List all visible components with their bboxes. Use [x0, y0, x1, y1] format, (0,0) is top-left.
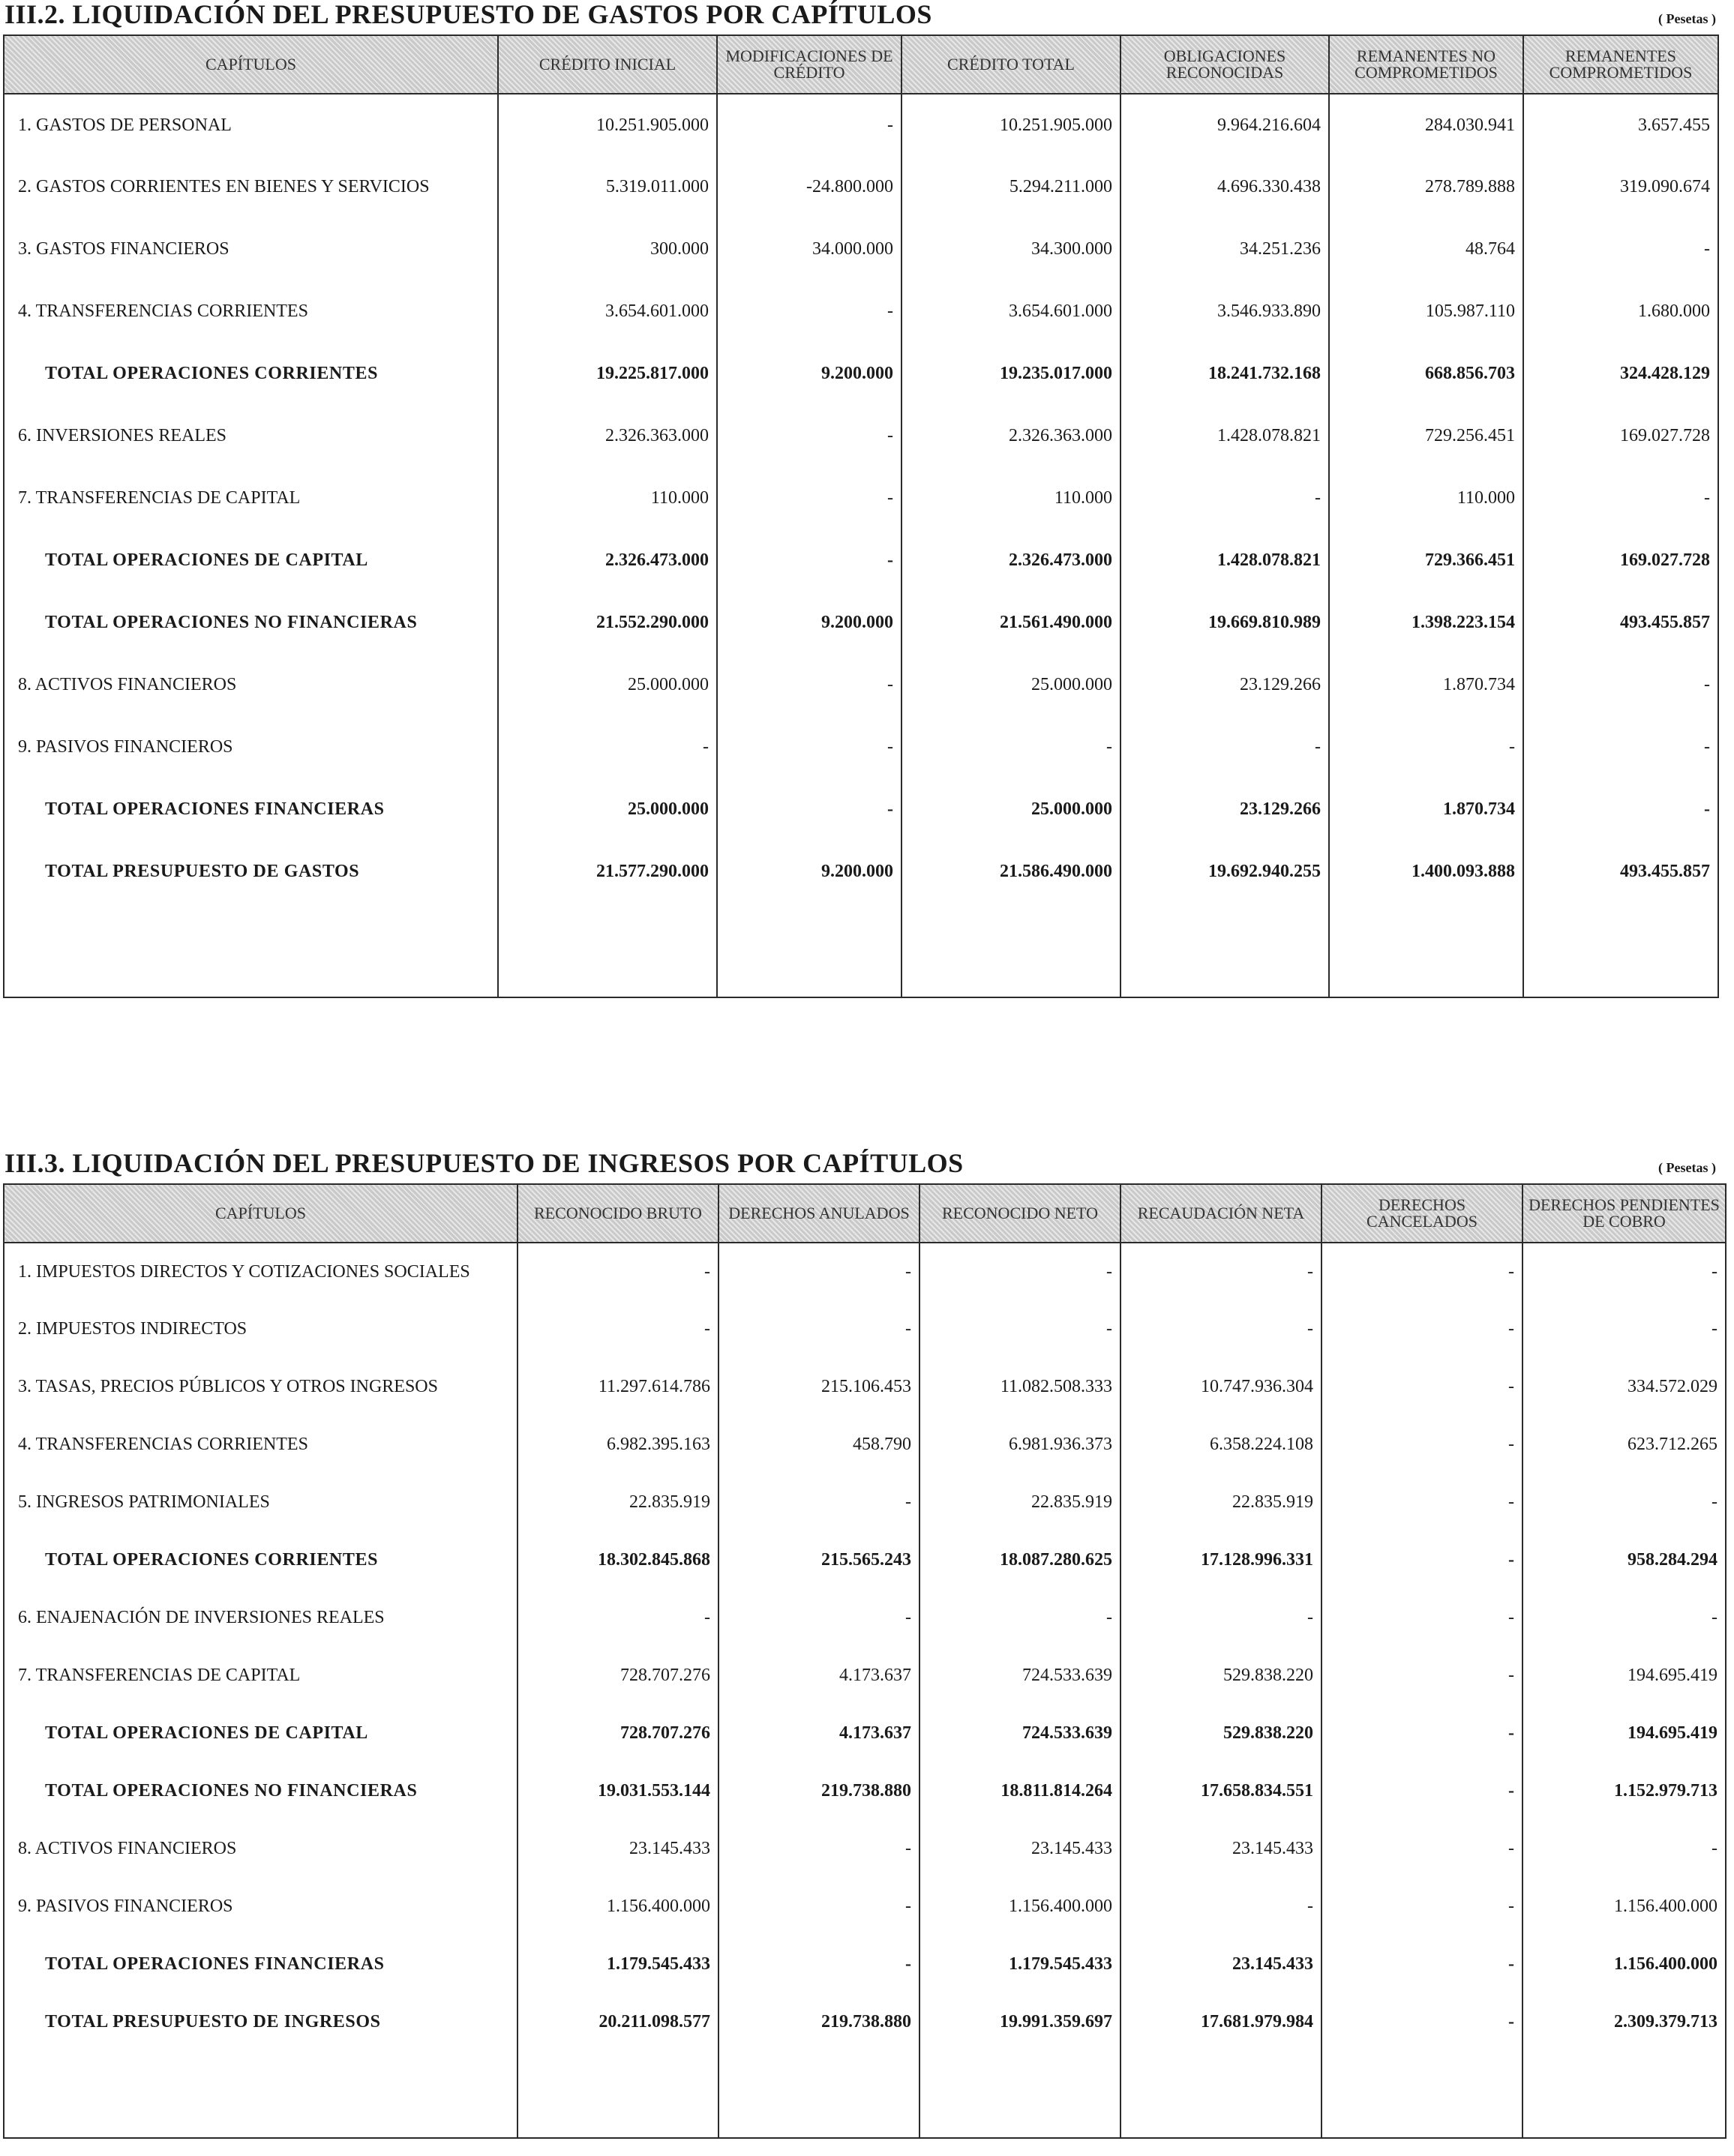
ingresos-chapter-row: [4, 1358, 1726, 1416]
ingresos-value-cell: 215.565.243: [718, 1531, 920, 1589]
gastos-value-cell: 110.000: [498, 467, 717, 529]
ingresos-value-cell: -: [1322, 1993, 1522, 2051]
gastos-filler-row: [4, 903, 1718, 997]
ingresos-value-cell: -: [1322, 1705, 1522, 1762]
ingresos-header-cell: DERECHOS ANULADOS: [718, 1184, 920, 1243]
gastos-value-cell: 1.400.093.888: [1329, 841, 1523, 903]
ingresos-value-cell: 1.156.400.000: [1522, 1878, 1726, 1936]
gastos-empty-cell: [717, 903, 902, 997]
gastos-value-cell: 48.764: [1329, 218, 1523, 280]
gastos-value-cell: 3.654.601.000: [498, 280, 717, 343]
ingresos-row-label: 1. IMPUESTOS DIRECTOS Y COTIZACIONES SOCIALES: [4, 1243, 518, 1300]
ingresos-value-cell: 19.031.553.144: [518, 1762, 718, 1820]
ingresos-value-cell: 458.790: [718, 1416, 920, 1474]
gastos-row-label: 8. ACTIVOS FINANCIEROS: [4, 654, 498, 716]
ingresos-value-cell: 11.297.614.786: [518, 1358, 718, 1416]
ingresos-value-cell: -: [1120, 1878, 1322, 1936]
ingresos-value-cell: 23.145.433: [518, 1820, 718, 1878]
ingresos-value-cell: -: [1322, 1416, 1522, 1474]
gastos-value-cell: 1.870.734: [1329, 778, 1523, 841]
ingresos-value-cell: -: [920, 1243, 1120, 1300]
ingresos-value-cell: 4.173.637: [718, 1647, 920, 1705]
gastos-empty-cell: [498, 903, 717, 997]
gastos-empty-cell: [1120, 903, 1329, 997]
ingresos-empty-cell: [718, 2051, 920, 2138]
gastos-value-cell: 21.577.290.000: [498, 841, 717, 903]
gastos-value-cell: 300.000: [498, 218, 717, 280]
ingresos-value-cell: -: [718, 1878, 920, 1936]
gastos-header-cell: MODIFICACIONES DE CRÉDITO: [717, 35, 902, 94]
gastos-row-label: 1. GASTOS DE PERSONAL: [4, 94, 498, 156]
ingresos-value-cell: 22.835.919: [1120, 1474, 1322, 1531]
ingresos-row-label: 3. TASAS, PRECIOS PÚBLICOS Y OTROS INGRESOS: [4, 1358, 518, 1416]
ingresos-value-cell: -: [1120, 1243, 1322, 1300]
ingresos-value-cell: 194.695.419: [1522, 1647, 1726, 1705]
ingresos-value-cell: 4.173.637: [718, 1705, 920, 1762]
ingresos-chapter-row: [4, 1416, 1726, 1474]
ingresos-value-cell: -: [1322, 1474, 1522, 1531]
ingresos-value-cell: 20.211.098.577: [518, 1993, 718, 2051]
gastos-value-cell: 10.251.905.000: [902, 94, 1120, 156]
gastos-value-cell: 729.366.451: [1329, 529, 1523, 592]
gastos-row-label: TOTAL OPERACIONES CORRIENTES: [4, 343, 498, 405]
gastos-value-cell: 34.000.000: [717, 218, 902, 280]
ingresos-value-cell: -: [920, 1589, 1120, 1647]
ingresos-row-label: 5. INGRESOS PATRIMONIALES: [4, 1474, 518, 1531]
ingresos-chapter-row: [4, 1589, 1726, 1647]
ingresos-table: [3, 1183, 1726, 2139]
ingresos-value-cell: 23.145.433: [1120, 1936, 1322, 1993]
gastos-value-cell: 324.428.129: [1523, 343, 1718, 405]
ingresos-row-label: TOTAL OPERACIONES FINANCIERAS: [4, 1936, 518, 1993]
ingresos-row-label: 6. ENAJENACIÓN DE INVERSIONES REALES: [4, 1589, 518, 1647]
ingresos-value-cell: 6.981.936.373: [920, 1416, 1120, 1474]
gastos-value-cell: -24.800.000: [717, 156, 902, 218]
ingresos-row-label: TOTAL OPERACIONES NO FINANCIERAS: [4, 1762, 518, 1820]
ingresos-value-cell: 219.738.880: [718, 1762, 920, 1820]
ingresos-chapter-row: [4, 1474, 1726, 1531]
gastos-table: [3, 34, 1719, 998]
gastos-value-cell: 1.398.223.154: [1329, 592, 1523, 654]
gastos-value-cell: 2.326.363.000: [902, 405, 1120, 467]
gastos-value-cell: 3.546.933.890: [1120, 280, 1329, 343]
gastos-total-row: [4, 343, 1718, 405]
ingresos-value-cell: 958.284.294: [1522, 1531, 1726, 1589]
ingresos-value-cell: -: [1522, 1589, 1726, 1647]
gastos-value-cell: 9.200.000: [717, 841, 902, 903]
gastos-chapter-row: [4, 280, 1718, 343]
ingresos-value-cell: 22.835.919: [920, 1474, 1120, 1531]
ingresos-value-cell: 2.309.379.713: [1522, 1993, 1726, 2051]
ingresos-value-cell: -: [1322, 1300, 1522, 1358]
ingresos-value-cell: -: [1322, 1358, 1522, 1416]
gastos-value-cell: 19.692.940.255: [1120, 841, 1329, 903]
gastos-value-cell: 284.030.941: [1329, 94, 1523, 156]
gastos-value-cell: 1.428.078.821: [1120, 529, 1329, 592]
gastos-value-cell: -: [1523, 467, 1718, 529]
gastos-value-cell: -: [717, 94, 902, 156]
ingresos-value-cell: 17.128.996.331: [1120, 1531, 1322, 1589]
ingresos-total-row: [4, 1705, 1726, 1762]
gastos-chapter-row: [4, 156, 1718, 218]
ingresos-row-label: TOTAL OPERACIONES CORRIENTES: [4, 1531, 518, 1589]
gastos-value-cell: -: [902, 716, 1120, 778]
gastos-header-cell: CRÉDITO INICIAL: [498, 35, 717, 94]
ingresos-value-cell: -: [1322, 1589, 1522, 1647]
gastos-value-cell: 493.455.857: [1523, 592, 1718, 654]
ingresos-value-cell: 18.811.814.264: [920, 1762, 1120, 1820]
ingresos-header-cell: RECONOCIDO BRUTO: [518, 1184, 718, 1243]
gastos-row-label: 3. GASTOS FINANCIEROS: [4, 218, 498, 280]
ingresos-value-cell: 1.152.979.713: [1522, 1762, 1726, 1820]
gastos-value-cell: -: [1523, 778, 1718, 841]
gastos-empty-cell: [4, 903, 498, 997]
gastos-value-cell: -: [717, 654, 902, 716]
gastos-empty-cell: [902, 903, 1120, 997]
gastos-total-row: [4, 529, 1718, 592]
ingresos-row-label: 9. PASIVOS FINANCIEROS: [4, 1878, 518, 1936]
gastos-row-label: 6. INVERSIONES REALES: [4, 405, 498, 467]
gastos-value-cell: -: [1120, 716, 1329, 778]
gastos-chapter-row: [4, 654, 1718, 716]
gastos-value-cell: 2.326.473.000: [902, 529, 1120, 592]
gastos-unit-label: ( Pesetas ): [1658, 11, 1716, 26]
ingresos-value-cell: -: [1522, 1820, 1726, 1878]
ingresos-header-cell: DERECHOS PENDIENTES DE COBRO: [1522, 1184, 1726, 1243]
ingresos-chapter-row: [4, 1878, 1726, 1936]
ingresos-chapter-row: [4, 1243, 1726, 1300]
ingresos-value-cell: 23.145.433: [1120, 1820, 1322, 1878]
gastos-value-cell: 19.225.817.000: [498, 343, 717, 405]
ingresos-value-cell: 1.156.400.000: [1522, 1936, 1726, 1993]
gastos-value-cell: 21.561.490.000: [902, 592, 1120, 654]
ingresos-empty-cell: [920, 2051, 1120, 2138]
ingresos-value-cell: -: [1322, 1647, 1522, 1705]
ingresos-value-cell: -: [718, 1300, 920, 1358]
ingresos-value-cell: -: [1522, 1474, 1726, 1531]
ingresos-value-cell: -: [718, 1820, 920, 1878]
gastos-row-label: TOTAL OPERACIONES DE CAPITAL: [4, 529, 498, 592]
ingresos-value-cell: -: [718, 1243, 920, 1300]
gastos-row-label: 7. TRANSFERENCIAS DE CAPITAL: [4, 467, 498, 529]
gastos-value-cell: -: [1120, 467, 1329, 529]
ingresos-value-cell: 17.681.979.984: [1120, 1993, 1322, 2051]
ingresos-value-cell: 22.835.919: [518, 1474, 718, 1531]
gastos-value-cell: 2.326.363.000: [498, 405, 717, 467]
ingresos-value-cell: 529.838.220: [1120, 1647, 1322, 1705]
gastos-value-cell: 169.027.728: [1523, 529, 1718, 592]
gastos-value-cell: 25.000.000: [498, 778, 717, 841]
gastos-total-row: [4, 592, 1718, 654]
gastos-value-cell: 1.428.078.821: [1120, 405, 1329, 467]
gastos-value-cell: -: [717, 405, 902, 467]
gastos-empty-cell: [1523, 903, 1718, 997]
gastos-total-row: [4, 841, 1718, 903]
ingresos-value-cell: 17.658.834.551: [1120, 1762, 1322, 1820]
gastos-empty-cell: [1329, 903, 1523, 997]
gastos-row-label: TOTAL PRESUPUESTO DE GASTOS: [4, 841, 498, 903]
ingresos-empty-cell: [518, 2051, 718, 2138]
ingresos-value-cell: 334.572.029: [1522, 1358, 1726, 1416]
gastos-value-cell: 169.027.728: [1523, 405, 1718, 467]
gastos-value-cell: 34.251.236: [1120, 218, 1329, 280]
gastos-chapter-row: [4, 405, 1718, 467]
gastos-value-cell: 9.964.216.604: [1120, 94, 1329, 156]
gastos-header-cell: REMANENTES COMPROMETIDOS: [1523, 35, 1718, 94]
ingresos-total-row: [4, 1993, 1726, 2051]
gastos-value-cell: 2.326.473.000: [498, 529, 717, 592]
gastos-value-cell: 19.669.810.989: [1120, 592, 1329, 654]
ingresos-value-cell: -: [1322, 1878, 1522, 1936]
gastos-value-cell: 34.300.000: [902, 218, 1120, 280]
ingresos-row-label: 7. TRANSFERENCIAS DE CAPITAL: [4, 1647, 518, 1705]
gastos-value-cell: 9.200.000: [717, 592, 902, 654]
ingresos-chapter-row: [4, 1300, 1726, 1358]
gastos-value-cell: 110.000: [1329, 467, 1523, 529]
ingresos-section: [0, 1148, 1734, 2032]
ingresos-value-cell: 6.982.395.163: [518, 1416, 718, 1474]
gastos-chapter-row: [4, 467, 1718, 529]
gastos-header-cell: OBLIGACIONES RECONOCIDAS: [1120, 35, 1329, 94]
gastos-value-cell: 10.251.905.000: [498, 94, 717, 156]
gastos-row-label: 9. PASIVOS FINANCIEROS: [4, 716, 498, 778]
ingresos-header-cell: CAPÍTULOS: [4, 1184, 518, 1243]
ingresos-section-header: [0, 1149, 1734, 1179]
gastos-value-cell: -: [1523, 716, 1718, 778]
ingresos-row-label: TOTAL PRESUPUESTO DE INGRESOS: [4, 1993, 518, 2051]
ingresos-value-cell: 18.087.280.625: [920, 1531, 1120, 1589]
ingresos-value-cell: -: [718, 1589, 920, 1647]
gastos-header-row: [4, 35, 1718, 94]
ingresos-total-row: [4, 1531, 1726, 1589]
gastos-value-cell: -: [717, 467, 902, 529]
ingresos-value-cell: 1.156.400.000: [920, 1878, 1120, 1936]
gastos-value-cell: -: [717, 280, 902, 343]
ingresos-value-cell: 194.695.419: [1522, 1705, 1726, 1762]
gastos-value-cell: 319.090.674: [1523, 156, 1718, 218]
gastos-value-cell: 729.256.451: [1329, 405, 1523, 467]
ingresos-total-row: [4, 1936, 1726, 1993]
ingresos-empty-cell: [1522, 2051, 1726, 2138]
ingresos-filler-row: [4, 2051, 1726, 2138]
ingresos-value-cell: 11.082.508.333: [920, 1358, 1120, 1416]
ingresos-value-cell: -: [1322, 1762, 1522, 1820]
gastos-value-cell: 105.987.110: [1329, 280, 1523, 343]
ingresos-value-cell: 724.533.639: [920, 1647, 1120, 1705]
ingresos-value-cell: 219.738.880: [718, 1993, 920, 2051]
gastos-chapter-row: [4, 218, 1718, 280]
gastos-header-cell: CAPÍTULOS: [4, 35, 498, 94]
ingresos-value-cell: 728.707.276: [518, 1647, 718, 1705]
gastos-value-cell: -: [1523, 218, 1718, 280]
gastos-value-cell: 21.552.290.000: [498, 592, 717, 654]
gastos-value-cell: 25.000.000: [902, 654, 1120, 716]
gastos-value-cell: 25.000.000: [498, 654, 717, 716]
gastos-section: [0, 0, 1734, 881]
gastos-value-cell: -: [1523, 654, 1718, 716]
gastos-row-label: 2. GASTOS CORRIENTES EN BIENES Y SERVICIOS: [4, 156, 498, 218]
gastos-title: III.2. LIQUIDACIÓN DEL PRESUPUESTO DE GASTOS POR CAPÍTULOS: [4, 0, 932, 29]
ingresos-value-cell: 10.747.936.304: [1120, 1358, 1322, 1416]
gastos-section-header: [0, 0, 1734, 30]
ingresos-value-cell: 529.838.220: [1120, 1705, 1322, 1762]
gastos-value-cell: 3.657.455: [1523, 94, 1718, 156]
ingresos-value-cell: 1.179.545.433: [920, 1936, 1120, 1993]
ingresos-value-cell: 19.991.359.697: [920, 1993, 1120, 2051]
gastos-value-cell: 5.319.011.000: [498, 156, 717, 218]
gastos-value-cell: -: [1329, 716, 1523, 778]
ingresos-value-cell: 18.302.845.868: [518, 1531, 718, 1589]
ingresos-value-cell: -: [718, 1474, 920, 1531]
gastos-value-cell: 18.241.732.168: [1120, 343, 1329, 405]
ingresos-total-row: [4, 1762, 1726, 1820]
ingresos-value-cell: -: [920, 1300, 1120, 1358]
ingresos-value-cell: -: [1120, 1589, 1322, 1647]
ingresos-value-cell: -: [518, 1589, 718, 1647]
ingresos-value-cell: 728.707.276: [518, 1705, 718, 1762]
ingresos-unit-label: ( Pesetas ): [1658, 1160, 1716, 1175]
gastos-row-label: TOTAL OPERACIONES NO FINANCIERAS: [4, 592, 498, 654]
gastos-row-label: 4. TRANSFERENCIAS CORRIENTES: [4, 280, 498, 343]
ingresos-row-label: 4. TRANSFERENCIAS CORRIENTES: [4, 1416, 518, 1474]
ingresos-value-cell: -: [1322, 1820, 1522, 1878]
ingresos-empty-cell: [4, 2051, 518, 2138]
gastos-chapter-row: [4, 94, 1718, 156]
gastos-header-cell: REMANENTES NO COMPROMETIDOS: [1329, 35, 1523, 94]
gastos-total-row: [4, 778, 1718, 841]
gastos-value-cell: 9.200.000: [717, 343, 902, 405]
ingresos-row-label: 2. IMPUESTOS INDIRECTOS: [4, 1300, 518, 1358]
gastos-value-cell: 21.586.490.000: [902, 841, 1120, 903]
gastos-value-cell: -: [717, 529, 902, 592]
ingresos-value-cell: 623.712.265: [1522, 1416, 1726, 1474]
gastos-value-cell: -: [498, 716, 717, 778]
gastos-value-cell: 1.680.000: [1523, 280, 1718, 343]
ingresos-row-label: TOTAL OPERACIONES DE CAPITAL: [4, 1705, 518, 1762]
ingresos-empty-cell: [1322, 2051, 1522, 2138]
ingresos-header-cell: DERECHOS CANCELADOS: [1322, 1184, 1522, 1243]
ingresos-value-cell: -: [1522, 1300, 1726, 1358]
ingresos-title: III.3. LIQUIDACIÓN DEL PRESUPUESTO DE INGRESOS POR CAPÍTULOS: [4, 1148, 964, 1178]
ingresos-chapter-row: [4, 1820, 1726, 1878]
ingresos-header-row: [4, 1184, 1726, 1243]
ingresos-value-cell: -: [1322, 1531, 1522, 1589]
ingresos-value-cell: 6.358.224.108: [1120, 1416, 1322, 1474]
gastos-value-cell: 23.129.266: [1120, 778, 1329, 841]
gastos-value-cell: 668.856.703: [1329, 343, 1523, 405]
ingresos-value-cell: -: [718, 1936, 920, 1993]
gastos-header-cell: CRÉDITO TOTAL: [902, 35, 1120, 94]
ingresos-value-cell: -: [1522, 1243, 1726, 1300]
ingresos-header-cell: RECAUDACIÓN NETA: [1120, 1184, 1322, 1243]
ingresos-chapter-row: [4, 1647, 1726, 1705]
gastos-value-cell: 23.129.266: [1120, 654, 1329, 716]
gastos-value-cell: -: [717, 716, 902, 778]
gastos-value-cell: 110.000: [902, 467, 1120, 529]
ingresos-value-cell: -: [518, 1243, 718, 1300]
gastos-row-label: TOTAL OPERACIONES FINANCIERAS: [4, 778, 498, 841]
ingresos-empty-cell: [1120, 2051, 1322, 2138]
gastos-value-cell: 278.789.888: [1329, 156, 1523, 218]
gastos-value-cell: 19.235.017.000: [902, 343, 1120, 405]
ingresos-value-cell: 215.106.453: [718, 1358, 920, 1416]
gastos-value-cell: 493.455.857: [1523, 841, 1718, 903]
gastos-value-cell: 1.870.734: [1329, 654, 1523, 716]
ingresos-value-cell: 23.145.433: [920, 1820, 1120, 1878]
ingresos-header-cell: RECONOCIDO NETO: [920, 1184, 1120, 1243]
gastos-value-cell: 4.696.330.438: [1120, 156, 1329, 218]
ingresos-value-cell: -: [1120, 1300, 1322, 1358]
ingresos-row-label: 8. ACTIVOS FINANCIEROS: [4, 1820, 518, 1878]
ingresos-value-cell: -: [1322, 1243, 1522, 1300]
ingresos-value-cell: 1.156.400.000: [518, 1878, 718, 1936]
ingresos-value-cell: -: [1322, 1936, 1522, 1993]
ingresos-value-cell: 1.179.545.433: [518, 1936, 718, 1993]
gastos-value-cell: 3.654.601.000: [902, 280, 1120, 343]
gastos-chapter-row: [4, 716, 1718, 778]
ingresos-value-cell: 724.533.639: [920, 1705, 1120, 1762]
ingresos-value-cell: -: [518, 1300, 718, 1358]
gastos-value-cell: 25.000.000: [902, 778, 1120, 841]
gastos-value-cell: 5.294.211.000: [902, 156, 1120, 218]
gastos-value-cell: -: [717, 778, 902, 841]
